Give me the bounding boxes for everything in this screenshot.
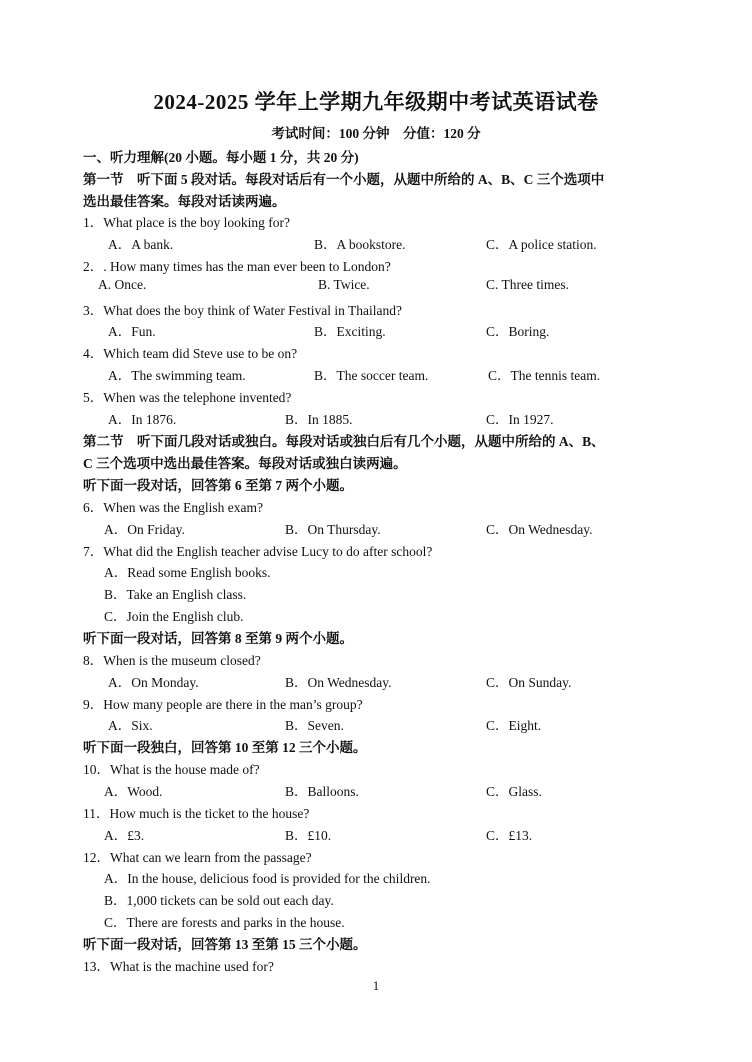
q6-option-b: B．On Thursday.: [285, 522, 381, 537]
q8-option-c: C．On Sunday.: [486, 675, 572, 690]
q9-option-c: C．Eight.: [486, 718, 542, 733]
q1-option-a: A．A bank.: [108, 237, 174, 252]
instruction-q8-q9: 听下面一段对话，回答第 8 至第 9 两个小题。: [83, 631, 353, 646]
question-12: 12．What can we learn from the passage?: [83, 850, 312, 865]
q1-option-b: B．A bookstore.: [314, 237, 406, 252]
q8-option-a: A．On Monday.: [108, 675, 199, 690]
section-heading: 一、听力理解(20 小题。每小题 1 分，共 20 分): [83, 150, 359, 165]
instruction-q13-q15: 听下面一段对话，回答第 13 至第 15 三个小题。: [83, 937, 367, 952]
q4-option-c: C．The tennis team.: [488, 368, 601, 383]
question-3: 3．What does the boy think of Water Festival in Thailand?: [83, 303, 402, 318]
question-11: 11．How much is the ticket to the house?: [83, 806, 310, 821]
q1-option-c: C．A police station.: [486, 237, 597, 252]
q11-option-b: B．£10.: [285, 828, 332, 843]
q12-option-a: A．In the house, delicious food is provided for the children.: [104, 871, 431, 886]
question-9: 9．How many people are there in the man’s group?: [83, 697, 363, 712]
question-13: 13．What is the machine used for?: [83, 959, 274, 974]
q5-option-b: B．In 1885.: [285, 412, 353, 427]
q7-option-b: B．Take an English class.: [104, 587, 247, 602]
question-6: 6．When was the English exam?: [83, 500, 263, 515]
part1-instruction-line1: 第一节 听下面 5 段对话。每段对话后有一个小题，从题中所给的 A、B、C 三个选项中: [83, 172, 605, 187]
instruction-q6-q7: 听下面一段对话，回答第 6 至第 7 两个小题。: [83, 478, 353, 493]
q7-option-c: C．Join the English club.: [104, 609, 244, 624]
page-title: 2024-2025 学年上学期九年级期中考试英语试卷: [153, 90, 599, 114]
q12-option-c: C．There are forests and parks in the house.: [104, 915, 345, 930]
question-7: 7．What did the English teacher advise Lucy to do after school?: [83, 544, 433, 559]
q3-option-c: C．Boring.: [486, 324, 550, 339]
part2-instruction-line2: C 三个选项中选出最佳答案。每段对话或独白读两遍。: [83, 456, 407, 471]
q2-option-c: C. Three times.: [486, 277, 569, 292]
q9-option-a: A．Six.: [108, 718, 153, 733]
part2-instruction-line1: 第二节 听下面几段对话或独白。每段对话或独白后有几个小题，从题中所给的 A、B、: [83, 434, 605, 449]
question-8: 8．When is the museum closed?: [83, 653, 261, 668]
q8-option-b: B．On Wednesday.: [285, 675, 392, 690]
exam-time-score: 考试时间：100 分钟 分值：120 分: [271, 126, 481, 141]
q6-option-a: A．On Friday.: [104, 522, 185, 537]
q4-option-a: A．The swimming team.: [108, 368, 246, 383]
q7-option-a: A．Read some English books.: [104, 565, 271, 580]
q3-option-b: B．Exciting.: [314, 324, 386, 339]
question-5: 5．When was the telephone invented?: [83, 390, 292, 405]
instruction-q10-q12: 听下面一段独白，回答第 10 至第 12 三个小题。: [83, 740, 367, 755]
question-4: 4．Which team did Steve use to be on?: [83, 346, 298, 361]
q5-option-c: C．In 1927.: [486, 412, 554, 427]
question-10: 10．What is the house made of?: [83, 762, 260, 777]
q3-option-a: A．Fun.: [108, 324, 156, 339]
question-1: 1．What place is the boy looking for?: [83, 215, 290, 230]
page-number: 1: [372, 978, 380, 993]
q9-option-b: B．Seven.: [285, 718, 344, 733]
q12-option-b: B．1,000 tickets can be sold out each day.: [104, 893, 334, 908]
question-2: 2．. How many times has the man ever been to London?: [83, 259, 391, 274]
q10-option-c: C．Glass.: [486, 784, 542, 799]
q4-option-b: B．The soccer team.: [314, 368, 429, 383]
q11-option-c: C．£13.: [486, 828, 533, 843]
q2-option-b: B. Twice.: [318, 277, 370, 292]
q6-option-c: C．On Wednesday.: [486, 522, 593, 537]
q10-option-a: A．Wood.: [104, 784, 163, 799]
q11-option-a: A．£3.: [104, 828, 145, 843]
q2-option-a: A. Once.: [98, 277, 147, 292]
q5-option-a: A．In 1876.: [108, 412, 177, 427]
part1-instruction-line2: 选出最佳答案。每段对话读两遍。: [83, 194, 286, 209]
q10-option-b: B．Balloons.: [285, 784, 359, 799]
